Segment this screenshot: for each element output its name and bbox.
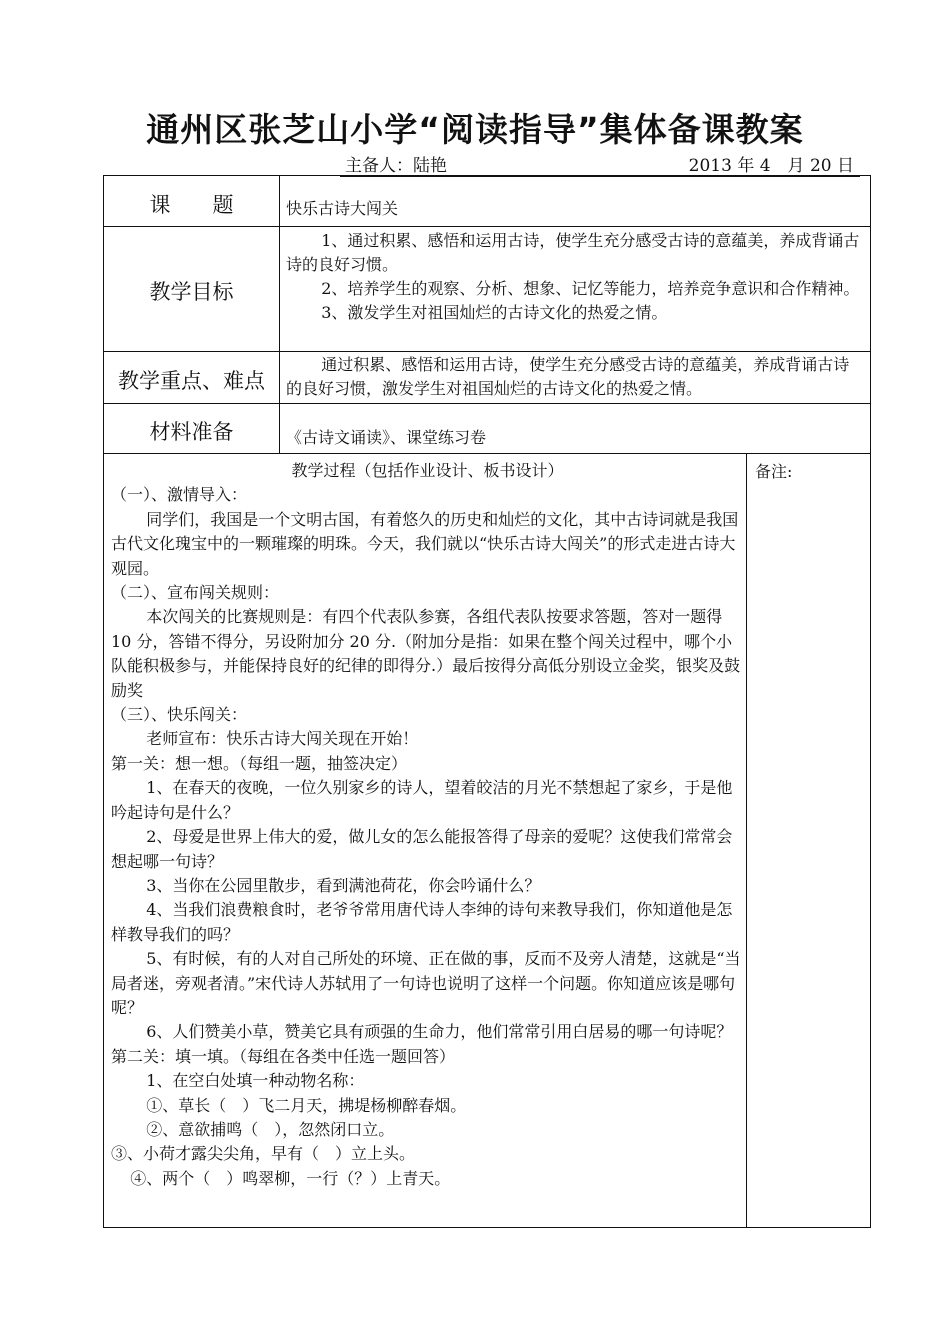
question-item: 5、有时候，有的人对自己所处的环境、正在做的事，反而不及旁人清楚，这就是“当局者迷，旁观者清。”宋代诗人苏轼用了一句诗也说明了这样一个问题。你知道应该是哪句呢？ (111, 949, 741, 1017)
remarks-label: 备注: (755, 462, 793, 481)
question-item: 2、母爱是世界上伟大的爱，做儿女的怎么能报答得了母亲的爱呢？这使我们常常会想起哪一句诗？ (111, 827, 733, 871)
topic-value: 快乐古诗大闯关 (286, 199, 399, 218)
materials-label: 材料准备 (149, 420, 234, 444)
goals-list (286, 229, 864, 325)
question-item: 1、在春天的夜晚，一位久别家乡的诗人，望着皎洁的月光不禁想起了家乡，于是他吟起诗句是什么？ (111, 778, 733, 822)
row-divider (104, 351, 870, 352)
focus-value (286, 353, 864, 401)
goals-label: 教学目标 (149, 280, 234, 304)
question-item: 3、当你在公园里散步，看到满池荷花，你会吟诵什么？ (146, 875, 541, 895)
row-divider (104, 226, 870, 227)
goal-item: 1、通过积累、感悟和运用古诗，使学生充分感受古诗的意蕴美，养成背诵古诗的良好习惯。 (286, 231, 860, 274)
section-heading: （一）、激情导入： (111, 485, 248, 505)
row-divider (104, 453, 870, 454)
focus-label: 教学重点、难点 (118, 369, 265, 393)
fill-blank-item: ②、意欲捕鸣（ ），忽然闭口立。 (146, 1119, 395, 1139)
materials-value: 《古诗文诵读》、课堂练习卷 (286, 428, 487, 447)
lesson-plan-table (103, 175, 871, 1228)
document-title: 通州区张芝山小学“阅读指导”集体备课教案 (146, 110, 804, 149)
remarks-divider (746, 453, 747, 1227)
question-item: 4、当我们浪费粮食时，老爷爷常用唐代诗人李绅的诗句来教导我们，你知道他是怎样教导我们的吗？ (111, 900, 733, 944)
goal-item: 2、培养学生的观察、分析、想象、记忆等能力，培养竞争意识和合作精神。 (321, 279, 860, 298)
question-item: 1、在空白处填一种动物名称： (146, 1071, 365, 1091)
author-date-line (340, 150, 860, 177)
column-divider (279, 176, 280, 453)
teaching-process (111, 459, 744, 1191)
focus-text: 通过积累、感悟和运用古诗，使学生充分感受古诗的意蕴美，养成背诵古诗的良好习惯，激发学生对祖国灿烂的古诗文化的热爱之情。 (286, 355, 850, 398)
section-heading: （三）、快乐闯关： (111, 705, 248, 725)
goal-item: 3、激发学生对祖国灿烂的古诗文化的热爱之情。 (321, 303, 668, 322)
process-heading: 教学过程（包括作业设计、板书设计） (291, 461, 564, 480)
paragraph: 老师宣布：快乐古诗大闯关现在开始！ (146, 729, 419, 749)
topic-label: 课 题 (149, 193, 234, 217)
level-heading: 第二关：填一填。（每组在各类中任选一题回答） (111, 1046, 456, 1066)
paragraph: 本次闯关的比赛规则是：有四个代表队参赛，各组代表队按要求答题，答对一题得 10 分，答错不得分，另设附加分 20 分.（附加分是指：如果在整个闯关过程中，哪个小队能积极参与，并能保持良好的纪律的即得分.）最后按得分高低分别设立金奖，银奖及鼓励奖 (111, 607, 741, 700)
row-divider (104, 403, 870, 404)
date-label: 2013 年 4 月 20 日 (688, 156, 854, 176)
section-heading: （二）、宣布闯关规则： (111, 583, 280, 603)
level-heading: 第一关：想一想。（每组一题，抽签决定） (111, 753, 408, 773)
fill-blank-item: ④、两个（ ）鸣翠柳，一行（？）上青天。 (130, 1168, 451, 1188)
fill-blank-item: ①、草长（ ）飞二月天，拂堤杨柳醉春烟。 (146, 1095, 467, 1115)
fill-blank-item: ③、小荷才露尖尖角，早有（ ）立上头。 (111, 1144, 416, 1164)
question-item: 6、人们赞美小草，赞美它具有顽强的生命力，他们常常引用白居易的哪一句诗呢？ (146, 1022, 733, 1042)
paragraph: 同学们，我国是一个文明古国，有着悠久的历史和灿烂的文化，其中古诗词就是我国古代文化瑰宝中的一颗璀璨的明珠。今天，我们就以“快乐古诗大闯关”的形式走进古诗大观园。 (111, 509, 739, 578)
author-label: 主备人：陆艳 (345, 156, 447, 176)
